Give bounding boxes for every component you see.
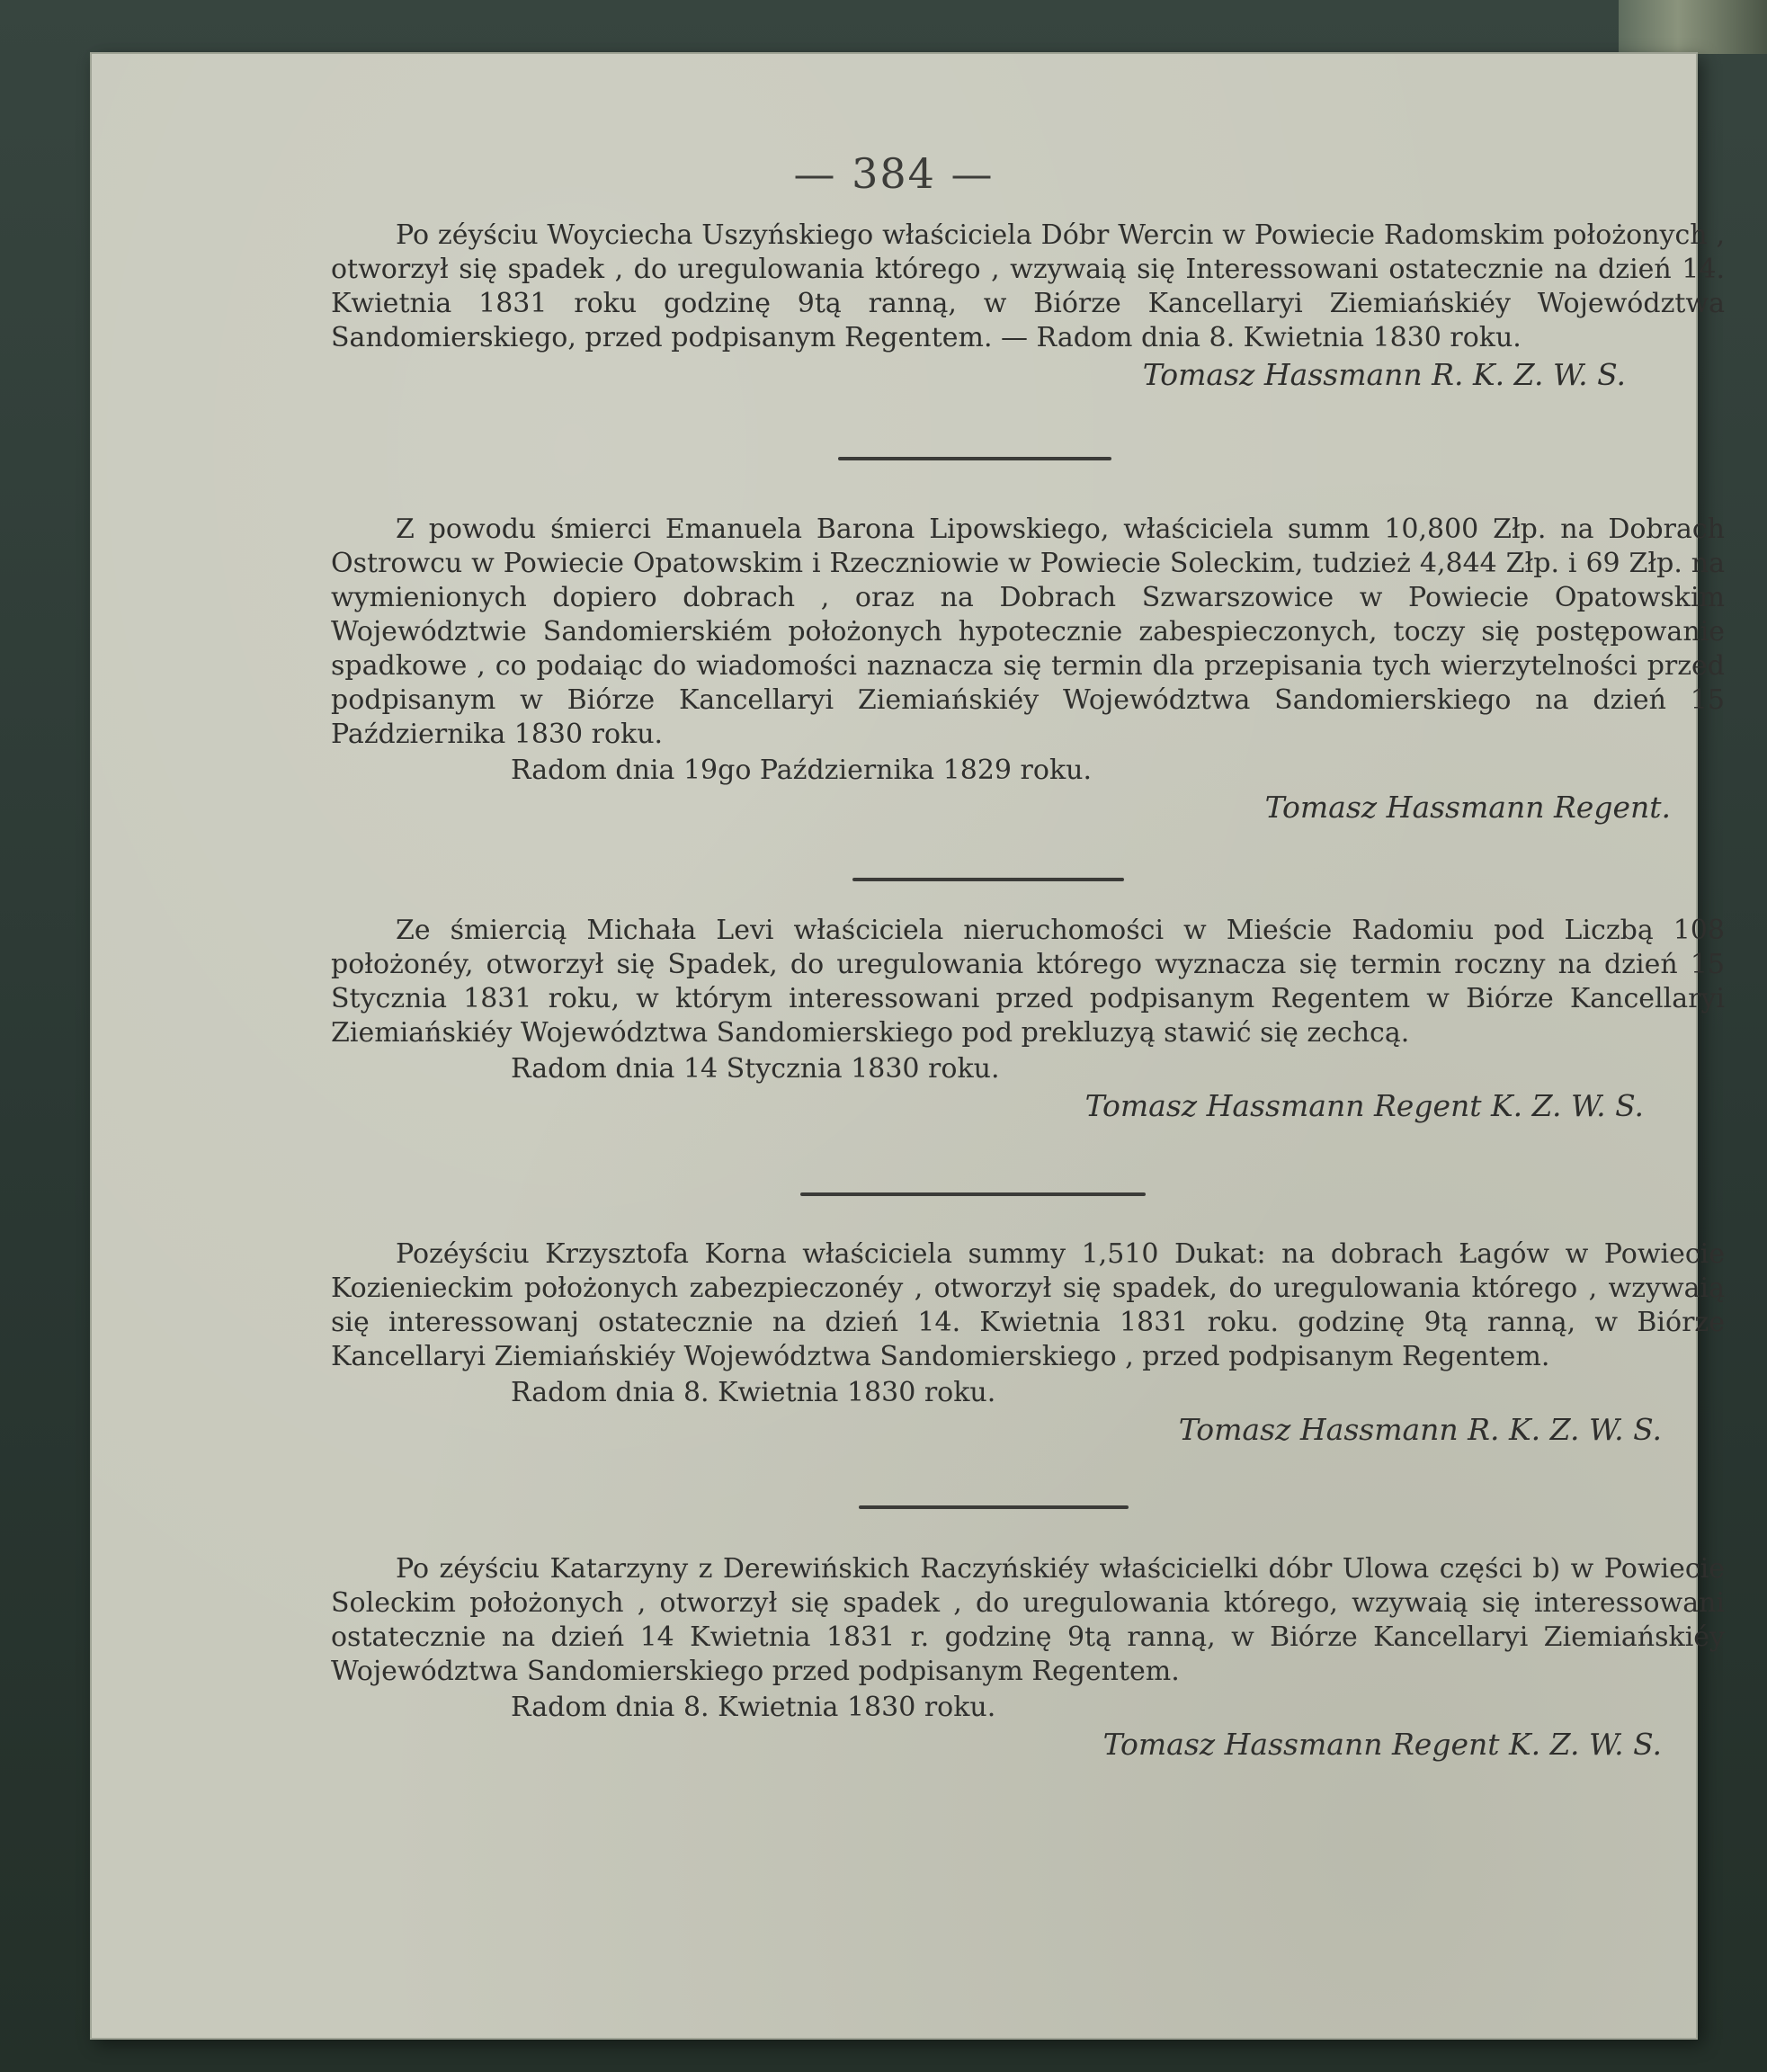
document-page (90, 52, 1725, 2040)
notice-dateline: Radom dnia 8. Kwietnia 1830 roku. (511, 1692, 996, 1723)
notice-signature: Tomasz Hassmann R. K. Z. W. S. (1178, 1412, 1662, 1447)
notice-dateline: Radom dnia 19go Października 1829 roku. (511, 755, 1092, 786)
notice-body: Pozéyściu Krzysztofa Korna właściciela summy 1,510 Dukat: na dobrach Łagów w Powiecie Kozienieckim położonych zabezpieczonéy , otworzył się spadek, do uregulowania którego , wzywaią się interessowanj ostatecznie na dzień 14. Kwietnia 1831 roku. godzinę 9tą ranną, w Biórze Kancellaryi Ziemiańskiéy Województwa Sandomierskiego , przed podpisanym Regentem. (331, 1238, 1725, 1372)
notice-2 (331, 513, 1725, 826)
separator-rule (838, 457, 1111, 460)
separator-rule (852, 878, 1124, 881)
notice-signature: Tomasz Hassmann R. K. Z. W. S. (1142, 357, 1626, 392)
notice-body: Ze śmiercią Michała Levi właściciela nieruchomości w Mieście Radomiu pod Liczbą 108 położonéy, otworzył się Spadek, do uregulowania którego wyznacza się termin roczny na dzień 15 Stycznia 1831 roku, w którym interessowani przed podpisanym Regentem w Biórze Kancellaryi Ziemiańskiéy Województwa Sandomierskiego pod prekluzyą stawić się zechcą. (331, 915, 1725, 1049)
notice-body: Po zéyściu Woyciecha Uszyńskiego właściciela Dóbr Wercin w Powiecie Radomskim położonych , otworzył się spadek , do uregulowania którego , wzywaią się Interessowani ostatecznie na dzień 14. Kwietnia 1831 roku godzinę 9tą ranną, w Biórze Kancellaryi Ziemiańskiéy Województwa Sandomierskiego, przed podpisanym Regentem. — Radom dnia 8. Kwietnia 1830 roku. (331, 219, 1725, 353)
separator-rule (859, 1505, 1129, 1509)
notice-3 (331, 914, 1725, 1124)
notice-4 (331, 1237, 1725, 1448)
notice-signature: Tomasz Hassmann Regent. (1264, 790, 1671, 825)
adjacent-leaf-edge (1619, 0, 1767, 54)
notice-signature: Tomasz Hassmann Regent K. Z. W. S. (1102, 1727, 1662, 1762)
notice-dateline: Radom dnia 8. Kwietnia 1830 roku. (511, 1377, 996, 1408)
notice-5 (331, 1552, 1725, 1763)
notice-1 (331, 219, 1725, 393)
separator-rule (800, 1192, 1146, 1196)
page-number: — 384 — (793, 149, 995, 198)
notice-dateline: Radom dnia 14 Stycznia 1830 roku. (511, 1053, 1000, 1085)
notice-body: Z powodu śmierci Emanuela Barona Lipowskiego, właściciela summ 10,800 Złp. na Dobrach Ostrowcu w Powiecie Opatowskim i Rzeczniowie w Powiecie Soleckim, tudzież 4,844 Złp. i 69 Złp. na wymienionych dopiero dobrach , oraz na Dobrach Szwarszowice w Powiecie Opatowskim Województwie Sandomierskiém położonych hypotecznie zabespieczonych, toczy się postępowanie spadkowe , co podaiąc do wiadomości naznacza się termin dla przepisania tych wierzytelności przed podpisanym w Biórze Kancellaryi Ziemiańskiéy Województwa Sandomierskiego na dzień 15 Października 1830 roku. (331, 514, 1725, 750)
notice-body: Po zéyściu Katarzyny z Derewińskich Raczyńskiéy właścicielki dóbr Ulowa części b) w Powiecie Soleckim położonych , otworzył się spadek , do uregulowania którego, wzywaią się interessowani ostatecznie na dzień 14 Kwietnia 1831 r. godzinę 9tą ranną, w Biórze Kancellaryi Ziemiańskiéy Województwa Sandomierskiego przed podpisanym Regentem. (331, 1553, 1725, 1687)
notice-signature: Tomasz Hassmann Regent K. Z. W. S. (1084, 1088, 1644, 1123)
